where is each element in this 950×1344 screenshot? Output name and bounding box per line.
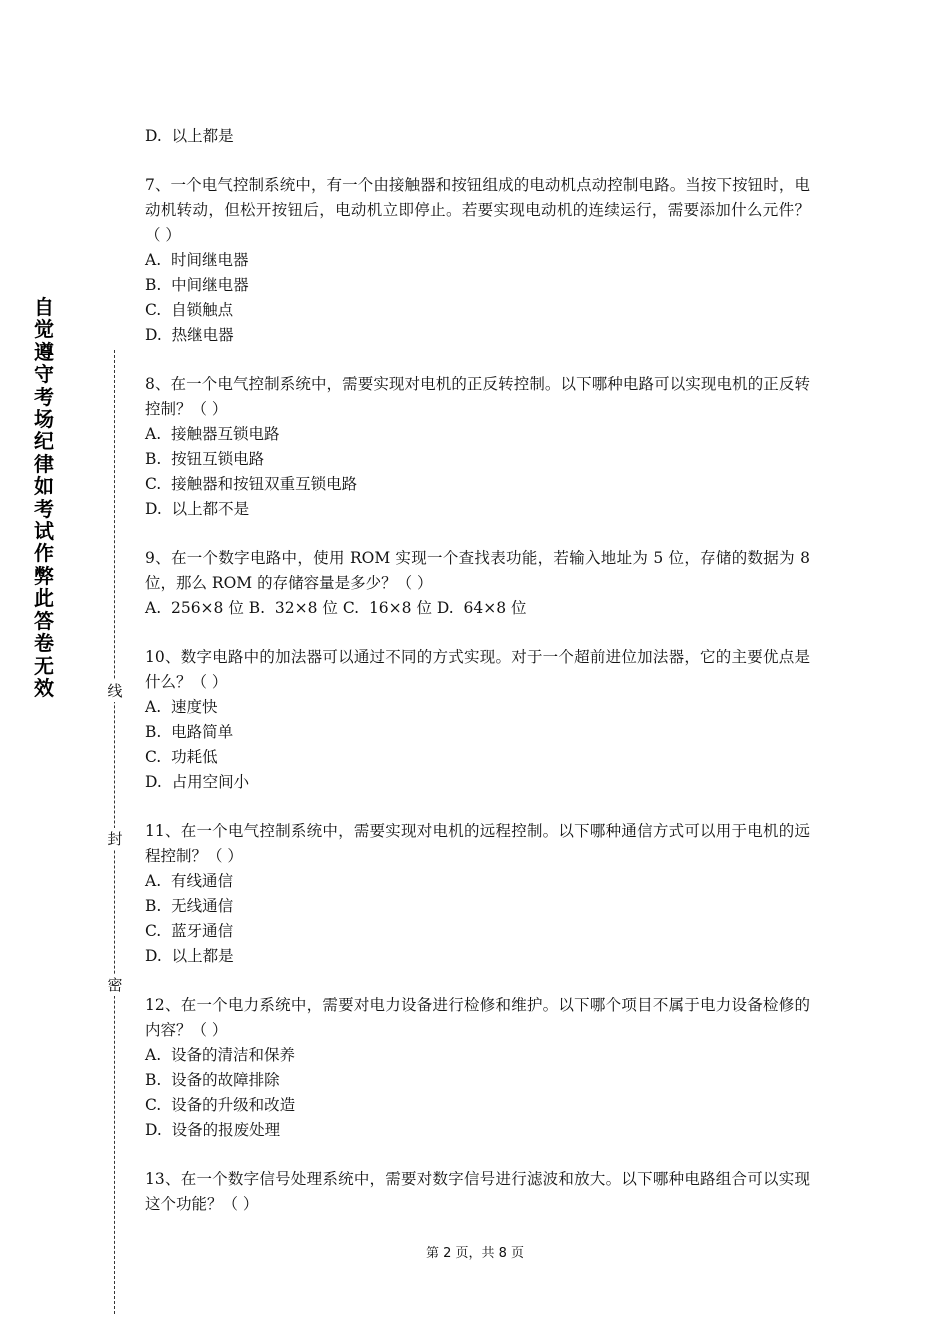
option-c: C. 自锁触点 — [145, 301, 234, 319]
option-c: C. 设备的升级和改造 — [145, 1096, 296, 1114]
warning-char: 试 — [34, 519, 54, 544]
question-stem: 13、在一个数字信号处理系统中，需要对数字信号进行滤波和放大。以下哪种电路组合可以实现这个功能？（ ） — [145, 1170, 810, 1213]
option-d: D. 以上都不是 — [145, 500, 250, 518]
question-list — [145, 124, 810, 1241]
option-b: B. 按钮互锁电路 — [145, 450, 265, 468]
option-a: A. 速度快 — [145, 698, 218, 716]
inline-options: A. 256×8 位 B. 32×8 位 C. 16×8 位 D. 64×8 位 — [145, 599, 527, 617]
question-8 — [145, 372, 810, 522]
warning-char: 如 — [34, 474, 54, 499]
carry-over-question — [145, 124, 810, 149]
question-13 — [145, 1167, 810, 1217]
warning-char: 作 — [34, 541, 54, 566]
option-a: A. 有线通信 — [145, 872, 233, 890]
warning-char: 考 — [34, 496, 54, 521]
question-9 — [145, 546, 810, 621]
option-a: A. 接触器互锁电路 — [145, 425, 280, 443]
option-c: C. 蓝牙通信 — [145, 922, 234, 940]
option-b: B. 电路简单 — [145, 723, 234, 741]
option-b: B. 无线通信 — [145, 897, 234, 915]
question-11 — [145, 819, 810, 969]
page-footer: 第 2 页，共 8 页 — [425, 1246, 525, 1261]
binding-label-secret: 密 — [104, 974, 126, 996]
warning-char: 纪 — [34, 429, 54, 454]
question-7 — [145, 173, 810, 348]
warning-char: 守 — [34, 362, 54, 387]
option-c: C. 功耗低 — [145, 748, 218, 766]
question-10 — [145, 645, 810, 795]
option-c: C. 接触器和按钮双重互锁电路 — [145, 475, 358, 493]
option-a: A. 时间继电器 — [145, 251, 249, 269]
warning-char: 考 — [34, 384, 54, 409]
warning-char: 效 — [34, 675, 54, 700]
warning-char: 场 — [34, 407, 54, 432]
warning-char: 答 — [34, 608, 54, 633]
option-b: B. 设备的故障排除 — [145, 1071, 280, 1089]
warning-char: 无 — [34, 653, 54, 678]
option-b: B. 中间继电器 — [145, 276, 249, 294]
question-12 — [145, 993, 810, 1143]
exam-discipline-warning — [28, 296, 60, 699]
question-stem: 11、在一个电气控制系统中，需要实现对电机的远程控制。以下哪种通信方式可以用于电机的远程控制？（ ） — [145, 822, 810, 865]
binding-label-line: 线 — [104, 680, 126, 702]
option-d: D. 热继电器 — [145, 326, 234, 344]
question-stem: 7、一个电气控制系统中，有一个由接触器和按钮组成的电动机点动控制电路。当按下按钮时，电动机转动，但松开按钮后，电动机立即停止。若要实现电动机的连续运行，需要添加什么元件？（ ） — [145, 176, 810, 244]
question-stem: 9、在一个数字电路中，使用 ROM 实现一个查找表功能，若输入地址为 5 位，存储的数据为 8 位，那么 ROM 的存储容量是多少？（ ） — [145, 549, 810, 592]
question-stem: 12、在一个电力系统中，需要对电力设备进行检修和维护。以下哪个项目不属于电力设备检修的内容？（ ） — [145, 996, 810, 1039]
option-a: A. 设备的清洁和保养 — [145, 1046, 295, 1064]
option-d: D. 占用空间小 — [145, 773, 250, 791]
warning-char: 觉 — [34, 317, 54, 342]
warning-char: 卷 — [34, 631, 54, 656]
question-stem: 8、在一个电气控制系统中，需要实现对电机的正反转控制。以下哪种电路可以实现电机的正反转控制？（ ） — [145, 375, 810, 418]
option-d: D. 以上都是 — [145, 947, 234, 965]
warning-char: 律 — [34, 451, 54, 476]
warning-char: 遵 — [34, 339, 54, 364]
option-d: D. 设备的报废处理 — [145, 1121, 281, 1139]
binding-label-seal: 封 — [104, 828, 126, 850]
warning-char: 自 — [34, 295, 54, 319]
warning-char: 此 — [34, 586, 54, 611]
warning-char: 弊 — [34, 563, 54, 588]
option: D. 以上都是 — [145, 127, 234, 145]
question-stem: 10、数字电路中的加法器可以通过不同的方式实现。对于一个超前进位加法器，它的主要优点是什么？（ ） — [145, 648, 810, 691]
